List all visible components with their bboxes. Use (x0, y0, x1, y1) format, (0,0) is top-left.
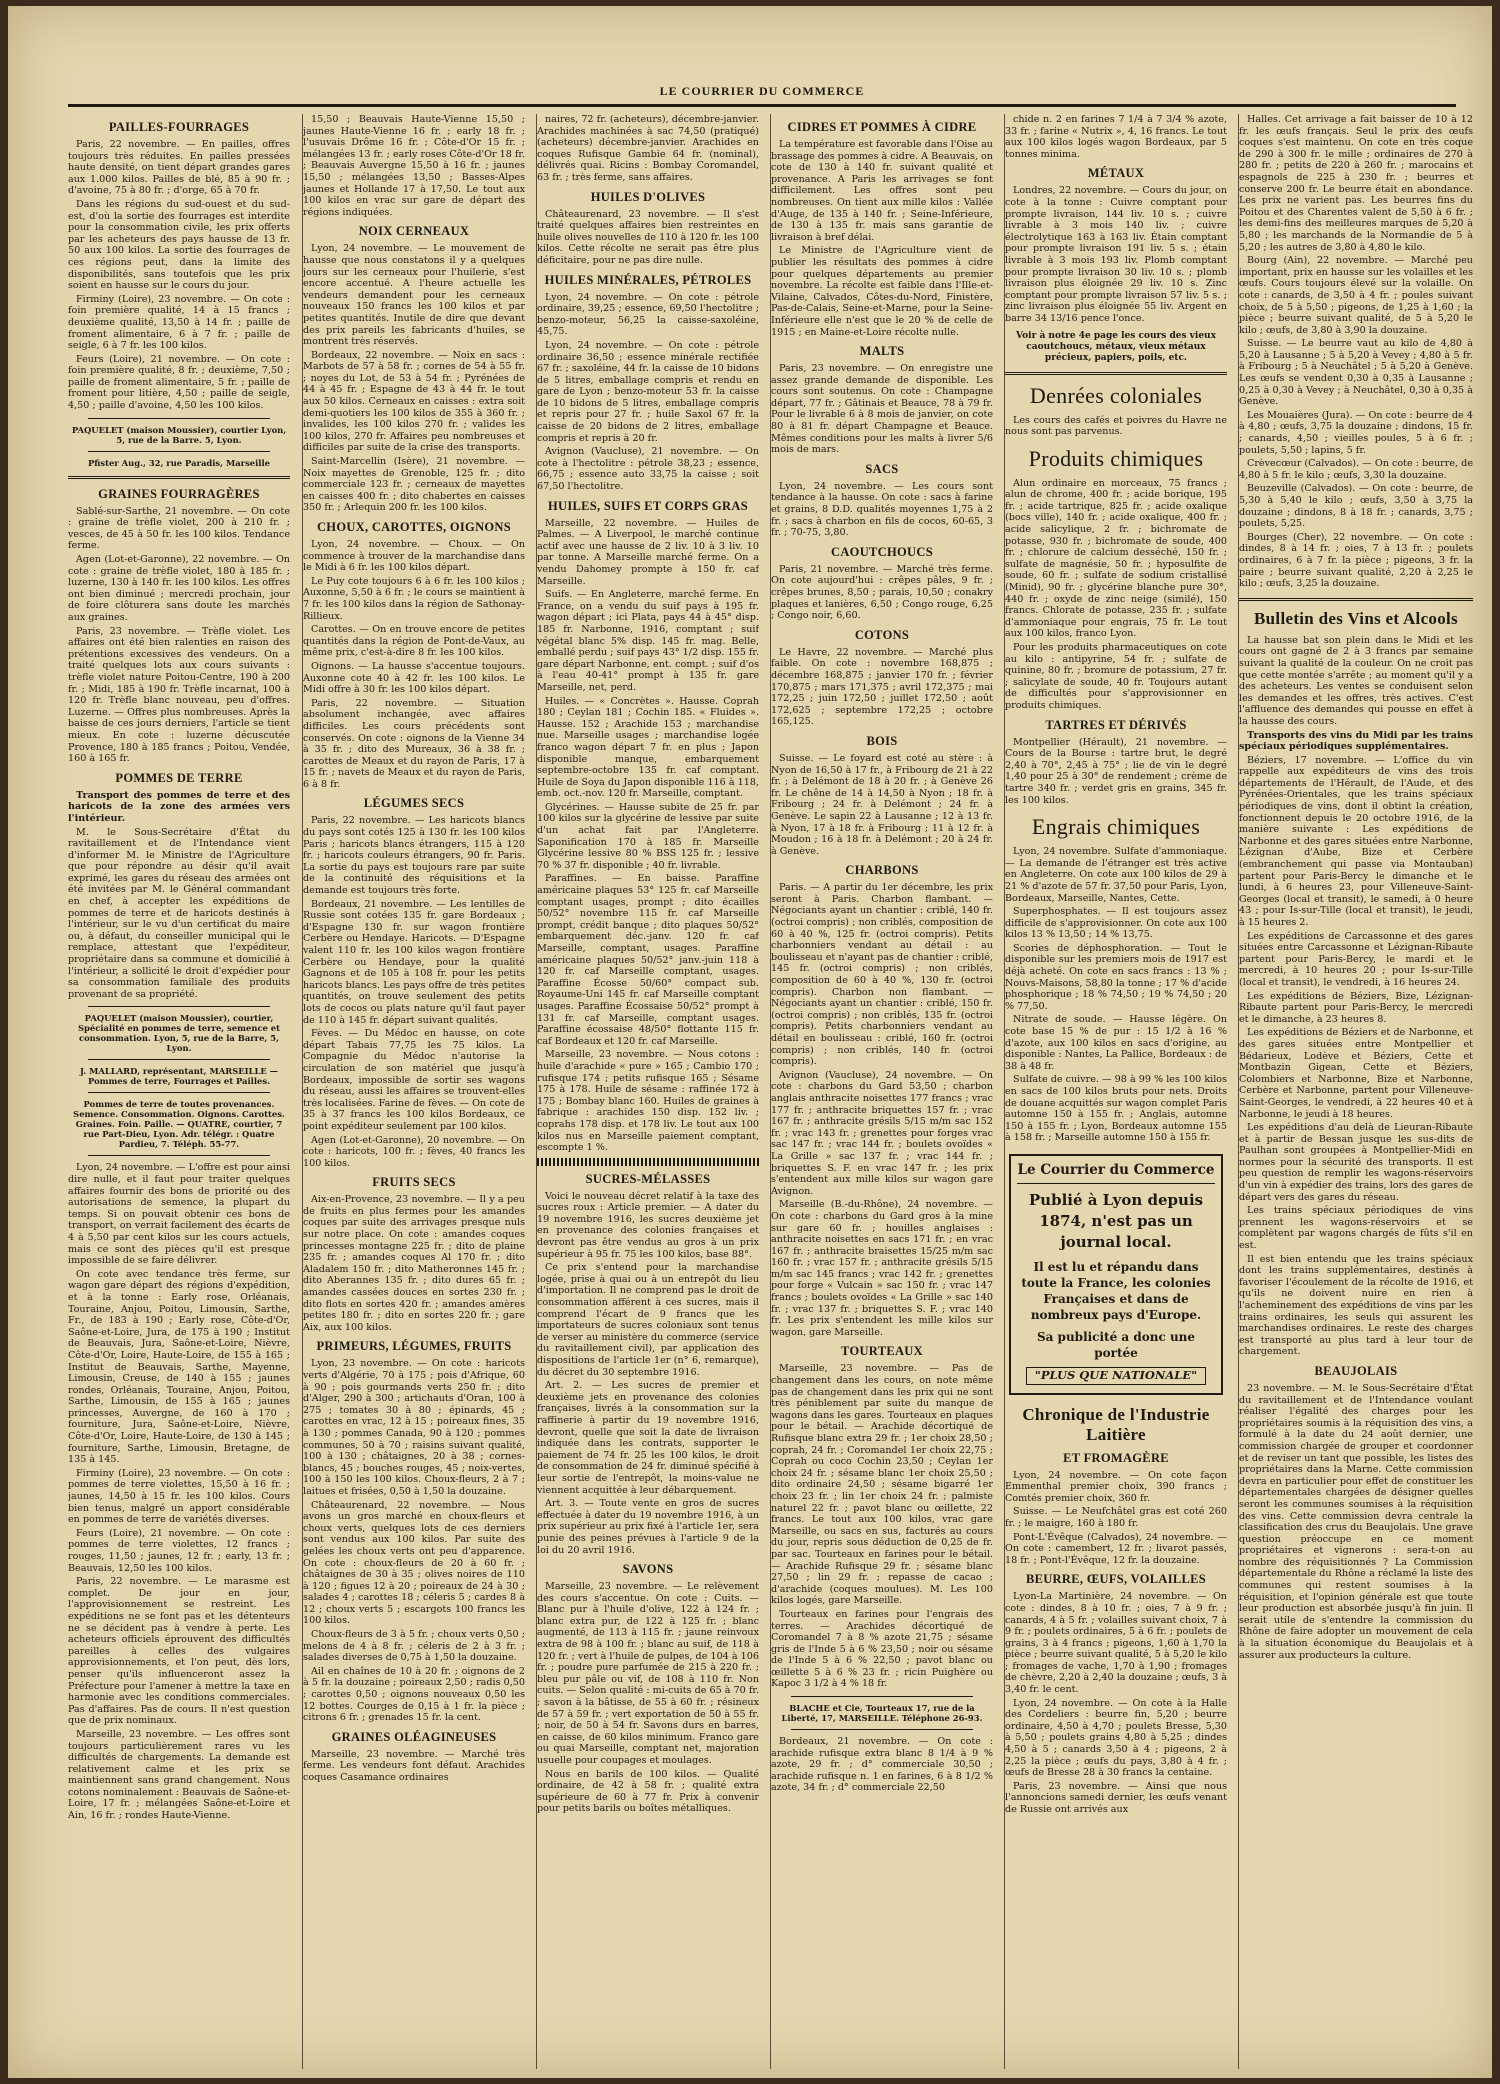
article-paragraph: Aix-en-Provence, 23 novembre. — Il y a peu de fruits en plus fermes pour les amandes coques par suite des arrivages presque nuls sur notre place. On cote : amandes coques princesses montagne 225 fr. ; dito de plaine 235 fr. ; amandes coques Al 170 fr. ; dito Aladalem 150 fr. ; dito Matheronnes 145 fr. ; dito Aberannes 135 fr. ; dito dures 65 fr. ; amandes cassées douces en sortes 230 fr. ; dito flots en sortes 420 fr. ; amandes amères petites 180 fr. ; dito en sortes 220 fr. ; gare Aix, aux 100 kilos. (303, 1194, 525, 1333)
section-heading: HUILES MINÉRALES, PÉTROLES (544, 272, 752, 287)
article-paragraph: Avignon (Vaucluse), 21 novembre. — On cote à l'hectolitre : pétrole 38,23 ; essence, 66,75 ; essence auto 33,75 la caisse ; soit 67,50 l'hectolitre. (537, 446, 759, 493)
article-paragraph: Alun ordinaire en morceaux, 75 francs ; alun de chrome, 400 fr. ; acide borique, 195 fr. ; acide tartrique, 825 fr. ; acide oxalique (bocs ville), 140 fr. ; acide oxalique, 400 fr. ; acide salicylique, 2 fr. ; bichromate de potasse, 930 fr. ; bichromate de soude, 400 fr. ; chlorure de calcium desséché, 150 fr. ; sulfate de magnésie, 50 fr. ; hyposulfite de soude, 60 fr. ; sulfate de sodium cristallisé (Minid), 90 fr. ; glycérine blanche pure 30°, 440 fr. ; oxyde de zinc neige (similé), 150 francs. Chlorate de potasse, 235 fr. ; sulfate d'ammoniaque pour engrais, 75 fr. Le tout aux 100 kilos, franco Lyon. (1005, 477, 1227, 640)
section-heading: FRUITS SECS (372, 1175, 456, 1190)
box-text: Publié à Lyon depuis 1874, n'est pas un journal local. (1028, 1190, 1204, 1251)
section-heading: Produits chimiques (1028, 445, 1204, 471)
article-paragraph: Sablé-sur-Sarthe, 21 novembre. — On cote : graine de trèfle violet, 200 à 210 fr. ; vesces, de 45 à 50 fr. les 100 kilos. Tendance ferme. (68, 505, 290, 552)
section-heading: HUILES, SUIFS ET CORPS GRAS (548, 498, 748, 513)
article-paragraph: Marseille, 23 novembre. — Les offres sont toujours particulièrement rares vu les difficultés de chargements. La demande est relativement calme et les prix se maintiennent sans grand changement. Nous cotons nominalement : Beauvais de Saône-et-Loire, 17 fr. ; mélangées Saône-et-Loire et Ain, 16 fr. ; rondes Haute-Vienne. (68, 1728, 290, 1822)
article-paragraph: Beuzeville (Calvados). — On cote : beurre, de 5,30 à 5,40 le kilo ; œufs, 3,50 à 3,75 la douzaine ; dindons, 8 à 18 fr. ; canards, 3,75 ; poulets, 5,25. (1239, 483, 1473, 530)
article-paragraph: Lyon, 24 novembre. — L'offre est pour ainsi dire nulle, et il faut pour traiter quelques affaires fournir des bons de priorité ou des autorisations de semence, la plupart du temps. Si on pouvait obtenir ces bons de transport, on verrait facilement des écarts de 4 à 5,50 par cent kilos sur les cours actuels, mais ce sont des pièces qu'il est presque impossible de se faire délivrer. (68, 1162, 290, 1267)
article-paragraph: Firminy (Loire), 23 novembre. — On cote : foin première qualité, 14 à 15 francs ; deuxième qualité, 13,50 à 14 fr. ; paille de froment alimentaire, 6 à 7 fr. ; paille de seigle, 6 à 7 fr. les 100 kilos. (68, 293, 290, 352)
article-paragraph: Marseille (B.-du-Rhône), 24 novembre. — On cote : charbons du Gard gros à la mine sur gare 60 fr. ; houilles anglaises : anthracite noisettes en sacs 171 fr. ; en vrac 167 fr. ; anthracite braisettes 15/25 m/m sac 160 fr. ; vrac 157 fr. ; anthracite grésils 5/15 m/m sac 145 francs ; vrac 142 fr. ; grenettes pour forge « Vulcain » sac 150 fr. ; vrac 147 francs ; boulets ovoïdes « La Grille » sac 140 fr. ; vrac 137 fr. ; briquettes S. F. ; vrac 140 fr. Les prix s'entendent les mille kilos sur wagon, gare Marseille. (771, 1199, 993, 1338)
article-paragraph: Le Puy cote toujours 6 à 6 fr. les 100 kilos ; Auxonne, 5,50 à 6 fr. ; le cours se maintient à 7 fr. les 100 kilos dans la région de Sathonay-Rillieux. (303, 575, 525, 622)
advertisement: PAQUELET (maison Moussier), courtier Lyon, 5, rue de la Barre. 5, Lyon. (71, 424, 287, 445)
column-3 (536, 114, 759, 2069)
divider (88, 1092, 270, 1093)
article-paragraph: Fèves. — Du Médoc en hausse, on cote départ Tabais 77,75 les 75 kilos. La Compagnie du Médoc n'autorise la circulation de son matériel que jusqu'à Bordeaux, impossible de sortir ses wagons du réseau, aussi les affaires se trouvent-elles très localisées. Farine de fèves. — On cote de 35 à 37 francs les 100 kilos Bordeaux, ce point expéditeur seulement par 100 kilos. (303, 1028, 525, 1132)
article-paragraph: Le Havre, 22 novembre. — Marché plus faible. On cote : novembre 168,875 ; décembre 168,875 ; janvier 170 fr. ; février 170,875 ; mars 171,375 ; avril 172,375 ; mai 172,25 ; juin 172,50 ; juillet 172,50 ; août 172,625 ; septembre 172,25 ; octobre 165,125. (771, 646, 993, 728)
article-paragraph: Transports des vins du Midi par les trains spéciaux périodiques supplémentaires. (1239, 729, 1473, 753)
article-paragraph: Béziers, 17 novembre. — L'office du vin rappelle aux expéditeurs de vins des trois départements de l'Hérault, de l'Aude, et des Pyrénées-Orientales, que les trains spéciaux périodiques de vins, dont il obtint la création, fonctionnent depuis le 20 octobre 1916, de la manière suivante : Les expéditions de Narbonne et des gares situées entre Narbonne, Lézignan d'Aube, Bize et Cerbère (embranchement qui passe via Montauban) partent pour Paris-Bercy le dimanche et le lundi, à 6 heures 23, pour Villeneuve-Saint-Georges (local et transit), le samedi, à 0 heure 43 ; pour Is-sur-Tille (local et transit), le jeudi, à 15 heures 2. (1239, 754, 1473, 928)
article-paragraph: Châteaurenard, 23 novembre. — Il s'est traité quelques affaires bien restreintes en huile olives nouvelles de 110 à 120 fr. les 100 kilos. Cette récolte ne serait pas être plus déficitaire, pour ne pas dire nulle. (537, 208, 759, 266)
article-paragraph: Paraffines. — En baisse. Paraffine américaine plaques 53° 125 fr. caf Marseille comptant usages, prompt ; dito écailles 50/52° novembre 115 fr. caf Marseille prompt, crédit banque ; dito plaques 50/52° embarquement déc.-janv. 120 fr. caf Marseille, comptant, usages. Paraffine américaine plaques 50/52° janv.-juin 118 à 120 fr. caf Marseille comptant, usages. Paraffine Écosse 50/60° compact sub. Royaume-Uni 145 fr. caf Marseille comptant usages. Paraffine Écossaise 50/52° prompt à 131 fr. caf Marseille, comptant usages. Paraffine écossaise 48/50° flottante 115 fr. caf Bordeaux et 120 fr. caf Marseille. (537, 873, 759, 1047)
article-paragraph: chide n. 2 en farines 7 1/4 à 7 3/4 % azote, 33 fr. ; farine « Nutrix », 4, 16 francs. Le tout aux 100 kilos logés wagon Bordeaux, par 5 tonnes minima. (1005, 114, 1227, 160)
article-paragraph: Marseille, 22 novembre. — Huiles de Palmes. — A Liverpool, le marché continue actif avec une hausse de 2 liv. 10 à 3 liv. 10 par tonne. A Marseille marché ferme. On a vendu Dahomey prompte à 150 fr. caf Marseille. (537, 517, 759, 587)
article-paragraph: Nous en barils de 100 kilos. — Qualité ordinaire, de 42 à 58 fr. ; qualité extra supérieure de 60 à 77 fr. Prix à convenir pour petits barils ou boîtes métalliques. (537, 1768, 759, 1815)
article-paragraph: Firminy (Loire), 23 novembre. — On cote : pommes de terre violettes, 15,50 à 16 fr. ; jaunes, 14,50 à 15 fr. les 100 kilos. Cours bien tenus, malgré un apport considérable en pommes de terre de variétés diverses. (68, 1467, 290, 1526)
divider (1005, 372, 1227, 375)
article-paragraph: La température est favorable dans l'Oise au brassage des pommes à cidre. A Beauvais, on cote de 130 à 140 fr. suivant qualité et provenance. A Paris les arrivages se font difficilement. Les offres sont peu nombreuses. On tient aux mille kilos : Vallée d'Auge, de 135 à 140 fr. ; Seine-Inférieure, de 130 à 135 fr. mais sans garantie de livraison à bref délai. (771, 139, 993, 243)
article-paragraph: Nitrate de soude. — Hausse légère. On cote base 15 % de pur : 15 1/2 à 16 % d'azote, aux 100 kilos en sacs d'origine, au disponible : Nantes, La Pallice, Bordeaux : de 38 à 48 fr. (1005, 1014, 1227, 1072)
article-paragraph: Scories de déphosphoration. — Tout le disponible sur les premiers mois de 1917 est déjà acheté. On cote en sacs francs : 13 % ; Nouvs-Maisons, 58,80 la tonne ; 17 % d'acide phosphorique ; 18 % 74,50 ; 19 % 74,50 ; 20 % 77,50. (1005, 942, 1227, 1012)
article-paragraph: Paris, 23 novembre. — Trèfle violet. Les affaires ont été bien ralenties en raison des prétentions excessives des vendeurs. On a traité quelques lots aux cours suivants : trèfle violet nature Poitou-Centre, 190 à 200 fr. ; Midi, 185 à 190 fr. Trèfle incarnat, 100 à 120 fr. Trèfle blanc nouveau, peu d'offres. Luzerne. — Offres plus nombreuses. Après la baisse de ces jours derniers, l'article se tient mieux. En cote : luzerne décuscutée Provence, 180 à 185 francs ; Poitou, Vendée, 160 à 165 fr. (68, 625, 290, 765)
article-paragraph: Marseille, 23 novembre. — Nous cotons : huile d'arachide « pure » 165 ; Cambio 170 ; rufisque 174 ; petits rufisque 165 ; Sésame 175 à 178. Huile de sésame : raffinée 172 à 175 ; Bombay blanc 160. Huiles de graines à fabrique : arachides 150 disp. 152 liv. ; coprahs 178 disp. et 178 liv. Le tout aux 100 kilos nus en Marseille paiement comptant, escompte 1 %. (537, 1049, 759, 1154)
article-paragraph: Lyon, 24 novembre. — On cote : pétrole ordinaire, 39,25 ; essence, 69,50 l'hectolitre ; benzo-moteur, 56,25 la caisse-saxoléine, 45,75. (537, 291, 759, 338)
article-paragraph: Agen (Lot-et-Garonne), 22 novembre. — On cote : graine de trèfle violet, 180 à 185 fr. ; luzerne, 130 à 140 fr. les 100 kilos. Les offres ont bien diminué ; mercredi prochain, jour de foire clôturera sans doute les marchés aux graines. (68, 554, 290, 623)
article-paragraph: Suisse. — Le Neufchâtel gras est coté 260 fr. ; le maigre, 160 à 180 fr. (1005, 1506, 1227, 1529)
article-paragraph: Avignon (Vaucluse), 24 novembre. — On cote : charbons du Gard 53,50 ; charbon anglais anthracite noisettes 177 francs ; vrac 177 fr. ; anthracite briquettes 157 fr. ; vrac 167 fr. ; anthracite grésils 5/15 m/m sac 152 fr. ; vrac 143 fr. ; grenettes pour forges vrac sac 147 fr. ; vrac 144 fr. ; boulets ovoïdes « La Grille » sac 137 fr. ; vrac 144 fr. ; briquettes S. F. en vrac 147 fr. ; les prix s'entendent aux mille kilos sur wagon gare Avignon. (771, 1069, 993, 1197)
divider (1239, 598, 1473, 601)
article-paragraph: Paris, 21 novembre. — Marché très ferme. On cote aujourd'hui : crêpes pâles, 9 fr. ; crêpes brunes, 8,50 ; parais, 10,50 ; conakry plaques et lanières, 6,50 ; Congo rouge, 6,25 ; Congo noir, 6,60. (771, 563, 993, 622)
advertisement: Pommes de terre de toutes provenances. Semence. Consommation. Oignons. Carottes. Graines. Foin. Paille. — QUATRE, courtier, 7 rue Part-Dieu, Lyon. Adr. télégr. : Quatre Pardieu, 7. Téléph. 55-77. (73, 1099, 285, 1150)
article-paragraph: Feurs (Loire), 21 novembre. — On cote : pommes de terre violettes, 12 francs ; rouges, 11,50 ; jaunes, 12 fr. ; early, 13 fr. ; Beauvais, 12,50 les 100 kilos. (68, 1527, 290, 1574)
article-paragraph: Paris, 22 novembre. — Le marasme est complet. De jour en jour, l'approvisionnement se restreint. Les expéditions ne se font pas et les détenteurs ne se décident pas à vendre à perte. Les acheteurs officiels éprouvent des difficultés pareilles à celles des vulgaires approvisionnements, et l'on peut, dès lors, penser qu'ils influenceront assez la Préfecture pour l'amener à mettre la taxe en harmonie avec les conditions commerciales. Pas d'affaires. Pas de cours. Il n'est question que de prix nominaux. (68, 1576, 290, 1727)
article-paragraph: Marseille, 23 novembre. — Marché très ferme. Les vendeurs font défaut. Arachides coques Casamance ordinaires (303, 1748, 525, 1783)
article-paragraph: Carottes. — On en trouve encore de petites quantités dans la région de Pont-de-Vaux, au même prix, c'est-à-dire 8 fr. les 100 kilos. (303, 624, 525, 659)
article-paragraph: La hausse bat son plein dans le Midi et les cours ont gagné de 2 à 3 francs par semaine suivant la qualité de la couleur. On ne croit pas que cette montée s'arrête ; au moment qu'il y a des acheteurs. Les ventes se conduisent selon les demandes et les offres, très actives. C'est l'affluence des demandes qui pousse en effet à la hausse des cours. (1239, 634, 1473, 727)
article-paragraph: Tourteaux en farines pour l'engrais des terres. — Arachides décortiqué de Coromandel 7 à 8 % azote 21,75 ; sésame gris de l'Inde 5 à 6 % 23,50 ; noir ou sésame de l'Inde 5 à 6 % 22,50 ; pavot blanc ou œillette 5 à 6 % 23 fr. ; ricin Puighère ou Kapoc 3 1/2 à 4 % 18 fr. (771, 1608, 993, 1690)
box-quote: "PLUS QUE NATIONALE" (1026, 1367, 1206, 1385)
section-heading: CAOUTCHOUCS (831, 544, 933, 559)
article-paragraph: Marseille, 23 novembre. — Pas de changement dans les cours, on note même pas de changement dans les prix qui ne sont très péniblement par suite du manque de wagons dans les gares. Tourteaux en plaques pour le bétail. — Arachide décortiqué de Rufisque blanc extra 29 fr. ; 1er choix 28,50 ; coprah, 24 fr. ; Coromandel 1er choix 22,75 ; Coprah ou coco Cochin 23,50 ; Ceylan 1er choix 24 fr. ; sésame blanc 1er choix 25,50 ; dito ordinaire 24,50 ; sésame bigarré 1er choix 23 fr. ; lin 1er choix 24 fr. ; palmiste naturel 22 fr. ; pavot blanc ou œillette, 22 francs. Le tout aux 100 kilos, vrac gare Marseille, ou sacs en sus, facturés au cours du jour, repris sous déduction de 0,25 de fr. par sac. Tourteaux en farines pour le bétail. — Arachide Rufisque 29 fr. ; sésame blanc 27,50 ; lin 29 fr. ; repasse de cacao ; d'arachide (coques moulues). M. Les 100 kilos logés, gare Marseille. (771, 1363, 993, 1607)
box-text: Sa publicité a donc une portée (1036, 1329, 1196, 1360)
section-heading: MALTS (859, 344, 905, 359)
article-paragraph: Lyon, 24 novembre. — Choux. — On commence à trouver de la marchandise dans le Midi à 6 fr. les 100 kilos départ. (303, 539, 525, 574)
article-paragraph: Lyon, 24 novembre. — On cote façon Emmenthal premier choix, 390 francs ; Comtés premier choix, 360 fr. (1005, 1469, 1227, 1504)
article-paragraph: Montpellier (Hérault), 21 novembre. — Cours de la Bourse : tartre brut, le degré 2,40 à 70°, 2,45 à 75° ; lie de vin le degré 1,40 pour 25 à 30° de rendement ; crème de tartre 340 fr. ; verdet gris en grains, 345 fr. les 100 kilos. (1005, 736, 1227, 806)
article-paragraph: Lyon, 24 novembre. — Le mouvement de hausse que nous constatons il y a quelques jours sur les cerneaux pour l'huilerie, s'est encore accentué. A l'heure actuelle les vendeurs demandent pour les cerneaux nouveaux 150 francs les 100 kilos et par petites quantités. Inutile de dire que devant des prix pareils les fabricants d'huiles, se montrent très réservés. (303, 243, 525, 348)
article-paragraph: Superphosphates. — Il est toujours assez difficile de s'approvisionner. On cote aux 100 kilos 13 % 13,50 ; 14 % 13,75. (1005, 906, 1227, 941)
section-heading: GRAINES OLÉAGINEUSES (331, 1729, 497, 1744)
article-paragraph: Il est bien entendu que les trains spéciaux dont les trains supplémentaires, destinés à favoriser l'écoulement de la récolte de 1916, et qu'ils ne doivent nuire en rien à l'acheminement des expéditions de vins par les trains ordinaires, les seuls qui assurent les marchandises ordinaires. Le reste des charges est transporté au plus tard à leur tour de chargement. (1239, 1253, 1473, 1358)
newspaper-page (8, 6, 1492, 2078)
section-heading: HUILES D'OLIVES (590, 189, 706, 204)
article-paragraph: Huiles. — « Concrètes ». Hausse. Coprah 180 ; Ceylan 181 ; Cochin 185. « Fluides ». Hausse. 152 ; Arachide 153 ; marchandise nue. Marseille usages ; marchandise logée franco wagon départ 7 fr. en plus ; Japon disponible manque, embarquement septembre-octobre 135 fr. caf comptant. Huile de Soya du Japon disponible 116 à 118, emb. oct.-nov. 120 fr. Marseille, comptant. (537, 695, 759, 800)
section-heading: LÉGUMES SECS (363, 796, 465, 811)
article-paragraph: Bourges (Cher), 22 novembre. — On cote : dindes, 8 à 14 fr. ; oies, 7 à 13 fr. ; poulets ordinaires, 6 à 7 fr. la pièce ; pigeons, 3 fr. la paire ; beurre suivant qualité, 2,20 à 2,25 le kilo ; œufs, 3,25 la douzaine. (1239, 531, 1473, 590)
article-paragraph: naires, 72 fr. (acheteurs), décembre-janvier. Arachides machinées à sac 74,50 (pratiqué) (acheteurs) décembre-janvier. Arachides en coques Rufisque Gambie 64 fr. (nominal), délivrés quai. Ricins : Bombay Coromandel, 63 fr. ; très ferme, sans affaires. (537, 114, 759, 183)
advertisement-box (1009, 1154, 1223, 1395)
section-heading: BEAUJOLAIS (1314, 1363, 1398, 1378)
article-paragraph: Suifs. — En Angleterre, marché ferme. En France, on a vendu du suif pays à 195 fr. wagon départ ; ici Plata, pays 44 à 45° disp. 185 fr. Narbonne, 1916, comptant ; suif végétal blanc 5% disp. 145 fr. mag. Belle, emballé perdu ; suif pays 43° 1/2 disp. 155 fr. gare départ Narbonne, ent. compt. ; suif d'os à l'eau 40-41° prompt à 135 fr. gare Marseille, net, perd. (537, 589, 759, 693)
section-heading: NOIX CERNEAUX (358, 224, 470, 239)
article-paragraph: 15,50 ; Beauvais Haute-Vienne 15,50 ; jaunes Haute-Vienne 16 fr. ; early 18 fr. ; l'usuvais Drôme 16 fr. ; Côte-d'Or 15 fr. ; mélangées 13 fr. ; early roses Côte-d'Or 18 fr. ; Beauvais Auvergne 15,50 à 16 fr. ; jaunes 15,50 ; mélangées 13,50 ; Basses-Alpes jaunes et Hollande 17 à 17,50. Le tout aux 100 kilos en vrac sur gare de départ des régions indiquées. (303, 114, 525, 218)
divider (88, 1059, 270, 1060)
article-paragraph: Bordeaux, 21 novembre. — On cote : arachide rufisque extra blanc 8 1/4 à 9 % azote, 29 fr. ; d° commerciale 30,50 ; arachide rufisque n. 1 en farines, 6 à 8 1/2 % azote, 34 fr. ; d° commerciale 22,50 (771, 1736, 993, 1794)
divider (88, 1006, 270, 1007)
section-heading: TOURTEAUX (841, 1344, 923, 1359)
article-paragraph: Crèvecœur (Calvados). — On cote : beurre, de 4,80 à 5 fr. le kilo ; œufs, 3,30 la douzaine. (1239, 458, 1473, 481)
article-paragraph: Bordeaux, 21 novembre. — Les lentilles de Russie sont cotées 135 fr. gare Bordeaux ; d'Espagne 130 fr. sur wagon frontière Cerbère ou Hendaye. Haricots. — D'Espagne valent 110 fr. les 100 kilos wagon frontière Cerbère ou Hendaye, pour la qualité Gagnons et de 105 à 108 fr. pour les petits haricots blancs. Les pays offre de très petites quantités, on trouve seulement des petits lots de cocos ou plats nature qu'il faut payer de 110 à 145 fr. départ suivant qualités. (303, 898, 525, 1026)
article-paragraph: Bordeaux, 22 novembre. — Noix en sacs : Marbots de 57 à 58 fr. ; cornes de 54 à 55 fr. ; noyes du Lot, de 53 à 54 fr. ; Pyrénées de 44 à 45 fr. ; Espagne de 43 à 44 fr. le tout aux 50 kilos. Cerneaux en caisses : extra soit demi-quotiers les 100 kilos de 355 à 360 fr. ; invalides, les 100 kilos 270 fr. ; valides les 100 kilos, 270 fr. Affaires peu nombreuses et difficiles par suite de la crise des transports. (303, 349, 525, 454)
section-heading: COTONS (854, 627, 910, 642)
article-paragraph: Pour les produits pharmaceutiques on cote au kilo : antipyrine, 54 fr. ; sulfate de quinine, 80 fr. ; bromure de potassium, 27 fr. ; salicylate de soude, 40 fr. Toujours autant de difficultés pour s'approvisionner en produits chimiques. (1005, 642, 1227, 711)
section-heading: SAVONS (622, 1562, 674, 1577)
article-paragraph: Choux-fleurs de 3 à 5 fr. ; choux verts 0,50 ; melons de 4 à 8 fr. ; céleris de 2 à 3 fr. ; salades diverses de 0,75 à 1,50 la douzaine. (303, 1629, 525, 1664)
article-paragraph: Les expéditions de Béziers et de Narbonne, et des gares situées entre Montpellier et Bédarieux, Lodève et Béziers, Cette et Montbazin Gigean, Cette et Béziers, Colombiers et Narbonne, Bize et Narbonne, Cerbère et Narbonne, partent pour Villeneuve-Saint-Georges, le vendredi, à 22 heures 40 et à Narbonne, le jeudi à 18 heures. (1239, 1027, 1473, 1120)
section-heading: PRIMEURS, LÉGUMES, FRUITS (316, 1339, 512, 1354)
article-paragraph: Les expéditions de Carcassonne et des gares situées entre Carcassonne et Lézignan-Ribaute partent pour Paris-Bercy, le mardi et le mercredi, à 10 heures 20 ; pour Is-sur-Tille (local et transit), le vendredi, à 16 heures 24. (1239, 930, 1473, 988)
box-title: Le Courrier du Commerce (1017, 1162, 1215, 1184)
article-paragraph: Halles. Cet arrivage a fait baisser de 10 à 12 fr. les œufs français. Seul le prix des œufs coques s'est maintenu. On cote en très coque de 290 à 300 fr. le mille ; ordinaires de 270 à 280 fr. ; petits de 220 à 260 fr. ; marocains et espagnols de 225 à 230 fr. ; beurres et conserve 200 fr. Le beurre était en abondance. Les prix ne varient pas. Les beurres fins du Poitou et des Charentes valent de 5,50 à 6 fr. ; les demi-fins des meilleures marques de 5,20 à 5,80 ; les marchands de la Normandie de 5 à 5,20 ; les autres de 3,80 à 4,80 le kilo. (1239, 114, 1473, 253)
article-paragraph: Voici le nouveau décret relatif à la taxe des sucres roux : Article premier. — A dater du 19 novembre 1916, les sucres deuxième jet en provenance des colonies françaises et devront pas être vendus au gros à un prix supérieur à 95 fr. 75 les 100 kilos, base 88°. (537, 1190, 759, 1260)
article-paragraph: Paris. — A partir du 1er décembre, les prix seront à Paris. Charbon flambant. — Négociants ayant un chantier : criblé, 140 fr. (octroi compris) ; non criblés, composition de 60 à 40 %, 125 fr. (octroi compris). Petits charbonniers vendant au détail : au boulisseau et n'ayant pas de chantier : criblé, 145 fr. (octroi compris) ; non criblés, composition de 60 à 40 %, 130 fr. (octroi compris). Charbon non flambant. — Négociants ayant un chantier : criblé, 150 fr. (octroi compris) ; non criblés, 135 fr. (octroi compris). Petits charbonniers vendant au détail en boulisseau : criblé, 160 fr. (octroi compris) ; non criblés, 140 fr. (octroi compris). (771, 882, 993, 1068)
article-paragraph: M. le Sous-Secrétaire d'État du ravitaillement et de l'Intendance vient d'informer M. le Ministre de l'Agriculture que pour répondre au désir qu'il avait exprimé, les gares du réseau des armées ont été invitées par M. le Général commandant en chef, à accepter les expéditions de pommes de terre et de haricots destinés à l'intérieur, sur le vu d'un certificat du maire ou, à défaut, du conseiller municipal qui le remplace, attestant que l'expéditeur, propriétaire dans sa commune et domicilié à l'intérieur, a sollicité le droit d'expédier pour sa consommation familiale des produits provenant de sa propriété. (68, 826, 290, 1000)
article-paragraph: Paris, 22 novembre. — Les haricots blancs du pays sont cotés 125 à 130 fr. les 100 kilos Paris ; haricots blancs étrangers, 115 à 120 fr. ; haricots couleurs étrangers, 90 fr. Paris. La sortie du pays est toujours rare par suite de la continuité des réquisitions et la demande est toujours très forte. (303, 815, 525, 897)
article-paragraph: Suisse. — Le foyard est coté au stère : à Nyon de 16,50 à 17 fr., à Fribourg de 21 à 22 fr. ; à Delémont de 18 à 20 fr. ; à Genève 26 fr. Le chêne de 14 à 14,50 à Nyon ; 18 fr. à Fribourg ; 24 fr. à Delémont ; 24 fr. à Genève. Le sapin 22 à Lausanne ; 12 à 13 fr. à Nyon, 17 à 18 fr. à Fribourg ; 11 à 12 fr. à Moudon ; 16 à 18 fr. à Delémont ; 20 à 24 fr. à Genève. (771, 752, 993, 857)
advertisement: J. MALLARD, représentant, MARSEILLE — Pommes de terre, Fourrages et Pailles. (79, 1066, 279, 1087)
column-4 (770, 114, 993, 2069)
article-paragraph: Lyon, 24 novembre. — Les cours sont tendance à la hausse. On cote : sacs à farine et grains, 8 D.D. qualités moyennes 1,75 à 2 fr. ; sacs à charbon en fils de cocos, 60-65, 3 fr. ; 70-75, 3,80. (771, 480, 993, 539)
article-paragraph: Ce prix s'entend pour la marchandise logée, prise à quai ou à un entrepôt du lieu d'importation. Il ne comprend pas le droit de consommation afférent à ces sucres, mais il comprend l'écart de 9 francs que les importateurs de sucres coloniaux sont tenus de verser au ministère du commerce (service du ravitaillement civil), par application des dispositions de l'article 1er (n° 6, remarque), du décret du 30 septembre 1916. (537, 1262, 759, 1378)
advertisement: PAQUELET (maison Moussier), courtier, Spécialité en pommes de terre, semence et consommation. Lyon, 5, rue de la Barre, 5, Lyon. (77, 1013, 281, 1054)
article-paragraph: Marseille, 23 novembre. — Le relèvement des cours s'accentue. On cote : Cuits. — Blanc pur à l'huile d'olive, 122 à 124 fr. ; blanc extra pur, de 122 à 125 fr. ; blanc augmenté, de 113 à 115 fr. ; jaune reinvoux extra de 98 à 100 fr. ; blanc au suif, de 118 à 120 fr. ; vert à l'huile de pulpes, de 104 à 106 fr. ; poudre pure parfumée de 215 à 220 fr. ; bleu pur pâle ou vif, de 108 à 110 fr. Non cuits. — Selon qualité : mi-cuits de 65 à 70 fr. ; savon à la bâtisse, de 55 à 60 fr. ; résineux de 57 à 59 fr. ; vert exportation de 50 à 55 fr. ; noir, de 50 à 54 fr. Savons durs en barres, en caisse, de 60 kilos minimum. Franco gare ou quai Marseille, comptant net, majoration usuelle pour coupages et moulages. (537, 1581, 759, 1766)
column-2 (302, 114, 525, 2069)
notice: Voir à notre 4e page les cours des vieux caoutchoucs, métaux, vieux métaux précieux, papiers, poils, etc. (1016, 330, 1216, 363)
section-heading: PAILLES-FOURRAGES (108, 120, 250, 134)
section-heading: Bulletin des Vins et Alcools (1254, 608, 1458, 628)
article-paragraph: Les cours des cafés et poivres du Havre ne nous sont pas parvenus. (1005, 414, 1227, 438)
article-paragraph: Sulfate de cuivre. — 98 à 99 % les 100 kilos en sacs de 100 kilos bruts pour nets. Droits de douane acquittés sur wagon complet Paris automne 150 à 155 fr. ; Anglais, automne 150 à 155 fr. ; Lyon, Bordeaux automne 155 à 158 fr. ; Marseille automne 150 à 155 fr. (1005, 1074, 1227, 1144)
divider (88, 418, 270, 419)
section-heading: TARTRES ET DÉRIVÉS (1045, 717, 1187, 732)
section-heading: Engrais chimiques (1031, 814, 1201, 840)
article-paragraph: Glycérines. — Hausse subite de 25 fr. par 100 kilos sur la glycérine de lessive par suite d'un achat fait par l'Angleterre. Saponification 170 à 185 fr. Marseille Glycérine lessive 80 % BSS 125 fr. ; lessive 70 % 37 fr. disponible ; 40 fr. livrable. (537, 801, 759, 871)
section-heading: BOIS (866, 733, 898, 748)
divider (68, 476, 290, 479)
article-paragraph: Pont-L'Évêque (Calvados), 24 novembre. — On cote : camembert, 12 fr. ; livarot passés, 18 fr. ; Pont-l'Évêque, 12 fr. la douzaine. (1005, 1531, 1227, 1566)
divider (791, 1729, 973, 1730)
column-5 (1004, 114, 1227, 2069)
advertisement: BLACHE et Cie, Tourteaux 17, rue de la Liberté, 17, MARSEILLE. Téléphone 26-93. (781, 1703, 983, 1724)
page-header (68, 76, 1456, 107)
article-paragraph: Oignons. — La hausse s'accentue toujours. Auxonne cote 40 à 42 fr. les 100 kilos. Le Midi offre à 30 fr. les 100 kilos départ. (303, 660, 525, 696)
article-paragraph: Lyon-La Martinière, 24 novembre. — On cote : dindes, 8 à 10 fr. ; oies, 7 à 9 fr. ; canards, 4 à 5 fr. ; volailles suivant choix, 7 à 9 fr. ; poulets ordinaires, 5 à 6 fr. ; poulets de grains, 3 à 4 francs ; pigeons, 1,60 à 1,70 la pièce ; beurre suivant qualité, 5 à 5,20 le kilo ; fromages de vache, 1,70 à 1,90 ; fromages de chèvre, 2,20 à 2,40 la douzaine ; œufs, 3 à 3,40 fr. le cent. (1005, 1591, 1227, 1696)
section-heading: Chronique de l'Industrie Laitière (1022, 1404, 1210, 1444)
article-paragraph: Les expéditions de Béziers, Bize, Lézignan-Ribaute partent pour Paris-Bercy, le mercredi et le dimanche, à 23 heures 8. (1239, 990, 1473, 1025)
divider (791, 1696, 973, 1697)
article-paragraph: Transport des pommes de terre et des haricots de la zone des armées vers l'intérieur. (68, 789, 290, 824)
newspaper-title: LE COURRIER DU COMMERCE (659, 84, 865, 98)
column-6 (1238, 114, 1473, 2069)
article-paragraph: Paris, 22 novembre. — En pailles, offres toujours très réduites. En pailles pressées haute densité, on tient départ grandes gares aux 1.000 kilos. Pailles de blé, 85 à 90 fr. ; d'avoine, 75 à 80 fr. ; d'orge, 65 à 70 fr. (68, 139, 290, 197)
article-paragraph: Bourg (Ain), 22 novembre. — Marché peu important, prix en hausse sur les volailles et les œufs. Cours toujours élevé sur la volaille. On cote : canards, de 3,50 à 4 fr. ; poules suivant choix, de 5 à 5,50 ; pigeons, de 1,25 à 1,60 ; la pièce ; beurre suivant qualité, de 5 à 5,20 le kilo ; œufs, de 3,80 à 3,90 la douzaine. (1239, 255, 1473, 336)
article-paragraph: Feurs (Loire), 21 novembre. — On cote : foin première qualité, 8 fr. ; deuxième, 7,50 ; paille de froment alimentaire, 5 fr. ; paille de froment pour litière, 4,50 ; paille de seigle, 4,50 ; paille d'avoine, 4,50 les 100 kilos. (68, 353, 290, 412)
article-paragraph: Châteaurenard, 22 novembre. — Nous avons un gros marché en choux-fleurs et choux verts, quelques lots de ces derniers sont vendus aux 100 kilos. Par suite des gelées les choux verts ont peu d'apparence. On cote : choux-fleurs de 20 à 60 fr. ; châtaignes de 30 à 35 ; olives noires de 110 à 120 ; figues 12 à 20 ; poireaux de 24 à 30 ; salades 4 ; carottes 18 ; céleris 5 ; cardes 8 à 12 ; choux verts 5 ; escargots 100 francs les 100 kilos. (303, 1499, 525, 1627)
section-heading: CHARBONS (845, 863, 919, 878)
article-paragraph: Lyon, 24 novembre. — On cote : pétrole ordinaire 36,50 ; essence minérale rectifiée 67 fr. ; saxoléine, 44 fr. la caisse de 10 bidons de 5 litres, emballage compris et rendu en gare de Lyon ; benzo-moteur 53 fr. la caisse de 10 bidons de 5 litres, emballage compris et repris pour 27 fr. ; huile Saxol 67 fr. la caisse de 20 bidons de 2 litres, emballage compris et repris à 20 fr. (537, 339, 759, 444)
section-heading: CIDRES ET POMMES À CIDRE (787, 120, 977, 134)
article-paragraph: Dans les régions du sud-ouest et du sud-est, d'où la sortie des fourrages est interdite pour la consommation civile, les prix offerts par les acheteurs des pays hausse de 13 fr. 50 aux 100 kilos. La sortie des fourrages de ces régions peut, dans la limite des disponibilités, sans toutefois que les prix soient en hausse sur le cours du jour. (68, 198, 290, 292)
divider (88, 451, 270, 452)
article-paragraph: Suisse. — Le beurre vaut au kilo de 4,80 à 5,20 à Lausanne ; 5 à 5,20 à Vevey ; 4,80 à 5 fr. à Fribourg ; 5 à Neuchâtel ; 5 à 5,20 à Genève. Les œufs se vendent 0,30 à 0,35 à Lausanne ; 0,25 à 0,30 à Vevey ; à Neuchâtel, 0,30 à 0,35 à Genève. (1239, 338, 1473, 408)
divider (537, 1158, 759, 1166)
article-paragraph: Art. 2. — Les sucres de premier et deuxième jets en provenance des colonies françaises, livrés à la consommation sur la raffinerie à partir du 19 novembre 1916, devront, quelle que soit la date de livraison indiquée dans les contrats, supporter le paiement de 74 fr. 25 les 100 kilos, le droit de consommation de 24 fr. diminué spécifié à leur sortie de l'entrepôt, la moins-value ne viennent acquittée à leur débarquement. (537, 1380, 759, 1496)
column-1 (68, 114, 290, 2069)
columns (68, 114, 1472, 2069)
article-paragraph: Paris, 22 novembre. — Situation absolument inchangée, avec affaires difficiles. Les cours précédents sont conservés. On cote : oignons de la Vienne 34 à 35 fr. ; dito des Mureaux, 36 à 38 fr. ; carottes de Meaux et du rayon de Paris, 17 à 15 fr. ; navets de Meaux et du rayon de Paris, 6 à 8 fr. (303, 697, 525, 790)
article-paragraph: Lyon, 23 novembre. — On cote : haricots verts d'Algérie, 70 à 175 ; pois d'Afrique, 60 à 90 ; pois gourmands verts 250 fr. ; dito d'Alger, 290 à 300 ; artichauts d'Oran, 100 à 275 ; tomates 30 à 80 ; épinards, 45 ; carottes en vrac, 12 à 15 ; poireaux fines, 35 à 130 ; pommes Canada, 90 à 120 ; pommes communes, 50 à 70 ; raisins suivant qualité, 100 à 130 ; châtaignes, 20 à 38 ; cornes-blancs, 45 ; bouches rouges, 45 ; noix-vertes, 100 à 150 les 100 kilos. Choux-fleurs, 2 à 7 ; laitues et frisées, 0,50 à 1,50 la douzaine. (303, 1358, 525, 1497)
section-heading: SUCRES-MÉLASSES (585, 1171, 711, 1186)
article-paragraph: Paris, 23 novembre. — On enregistre une assez grande demande de disponible. Les cours sont soutenus. On cote : Champagne départ, 77 fr. ; Gâtinais et Beauce, 78 à 79 fr. Pour le livrable 6 à 8 mois de janvier, on cote 80 à 81 fr. départ Champagne et Beauce. Mêmes conditions pour les malts à livrer 5/6 mois de mars. (771, 363, 993, 456)
article-paragraph: Ail en chaînes de 10 à 20 fr. ; oignons de 2 à 5 fr. la douzaine ; poireaux 2,50 ; radis 0,50 ; carottes 0,50 ; oignons nouveaux 0,50 les 12 bottes. Courges de 0,15 à 1 fr. la pièce ; citrons 6 fr. ; grenades 15 fr. la cent. (303, 1665, 525, 1724)
article-paragraph: On cote avec tendance très ferme, sur wagon gare départ des régions d'expédition, et à la tonne : Early rose, Orléanais, Touraine, Anjou, Poitou, Limousin, Sarthe, Fr., de 183 à 190 ; Early rose, Côte-d'Or, Saône-et-Loire, Jura, de 175 à 190 ; Institut de Beauvais, Jura, Saône-et-Loire, Nièvre, Côte-d'Or, Loire, Haute-Loire, de 155 à 165 ; Institut de Beauvais, Sarthe, Mayenne, Limousin, Creuse, de 140 à 155 ; jaunes rondes, Orléanais, Touraine, Anjou, Poitou, Sarthe, Limousin, de 155 à 165 ; jaunes princesses, Auvergne, de 160 à 170 ; fourniture, Jura, Saône-et-Loire, Nièvre, Côte-d'Or, Loire, Haute-Loire, de 130 à 145 ; fourniture, Sarthe, Limousin, Bretagne, de 135 à 145. (68, 1268, 290, 1466)
article-paragraph: Le Ministre de l'Agriculture vient de publier les résultats des pommes à cidre pour quelques départements au premier novembre. La récolte est faible dans l'Ille-et-Vilaine, Calvados, Côtes-du-Nord, Finistère, Pas-de-Calais, Seine-et-Marne, pour la Seine-Inférieure elle n'est que le 20 % de celle de 1915 ; en Maine-et-Loire récolte nulle. (771, 245, 993, 338)
box-text: Il est lu et répandu dans toute la France, les colonies Françaises et dans de nombreux pays d'Europe. (1021, 1259, 1211, 1322)
article-paragraph: Londres, 22 novembre. — Cours du jour, on cote à la tonne : Cuivre comptant pour prompte livraison, 144 liv. 10 s. ; cuivre livrable à 3 mois 140 liv. ; cuivre électrolytique 163 à 163 liv. Étain comptant pour prompte livraison 191 liv. 5 s. ; étain livrable à 3 mois 193 liv. Plomb comptant pour prompte livraison 30 liv. 10 s. ; plomb livraison plus éloignée 29 liv. 10 s. Zinc comptant pour prompte livraison 57 liv. 5 s. ; zinc livraison plus éloignée 55 liv. Argent en barre 34 13/16 pence l'once. (1005, 185, 1227, 324)
article-paragraph: Saint-Marcellin (Isère), 21 novembre. — Noix mayettes de Grenoble, 125 fr. ; dito commerciale 123 fr. ; cerneaux de mayettes en caisses 400 fr. ; dito chabertes en caisses 350 fr. ; Arlequin 200 fr. les 100 kilos. (303, 456, 525, 514)
section-heading: Denrées coloniales (1029, 382, 1203, 408)
section-heading: SACS (865, 461, 899, 476)
divider (88, 1155, 270, 1156)
section-heading: CHOUX, CAROTTES, OIGNONS (316, 520, 512, 534)
article-paragraph: Lyon, 24 novembre. — On cote à la Halle des Cordeliers : beurre fin, 5,20 ; beurre ordinaire, 4,50 à 4,70 ; poulets Bresse, 5,30 à 5,50 ; poulets grains 4,80 à 5,25 ; dindes 4,50 à 5 ; canards 3,50 à 4 ; pigeons, 2 à 2,25 la pièce ; œufs du pays, 3,80 à 4 fr. ; œufs de Bresse 28 à 30 francs la centaine. (1005, 1697, 1227, 1779)
section-heading: GRAINES FOURRAGÈRES (98, 486, 260, 501)
article-paragraph: Paris, 23 novembre. — Ainsi que nous l'annoncions samedi dernier, les œufs venant de Russie ont arrivés aux (1005, 1780, 1227, 1815)
article-paragraph: Les trains spéciaux périodiques de vins prennent les wagons-réservoirs et se complètent par wagons chargés de fûts s'il en est. (1239, 1205, 1473, 1252)
article-paragraph: Les expéditions d'au delà de Lieuran-Ribaute et à partir de Bessan jusque les sus-dits de Paulhan sont groupées à Montpellier-Midi en normes pour la sécurité des transports. Il est peu question de remplir les wagons-réservoirs d'un vin à expédier des trains, lors des gares de départ vers des gares du réseau. (1239, 1122, 1473, 1203)
section-heading: MÉTAUX (1087, 166, 1145, 181)
section-heading: POMMES DE TERRE (115, 770, 243, 785)
section-heading: BEURRE, ŒUFS, VOLAILLES (1025, 1572, 1207, 1587)
article-paragraph: Art. 3. — Toute vente en gros de sucres effectuée à dater du 19 novembre 1916, à un prix supérieur au prix fixé à l'article 1er, sera punie des peines prévues à l'article 9 de la loi du 20 avril 1916. (537, 1498, 759, 1556)
article-paragraph: 23 novembre. — M. le Sous-Secrétaire d'État du ravitaillement et de l'Intendance voulant réaliser l'égalité des charges pour les propriétaires soumis à la réquisition des vins, a formulé à la date du 24 août dernier, une commission chargée de grouper et coordonner et de reviser un tant que possible, les listes des propriétaires dans la Marne. Cette commission devra en particulier pour effet de constituer les départementales chargées de désigner quelles seront les communes soumises à la réquisition des vins. Cette commission devra centrale la classification des crus du Beaujolais. Une grave question préoccupe en ce moment propriétaires et vignerons : sera-t-on au nombre des réquisitionnés ? La Commission départementale du Rhône a réclamé la liste des communes qui restent soumises à la réquisition, et l'opinion générale est que toute leur production est absorbée jusqu'à fin juin. Il serait utile de s'entendre la commission du Rhône de faire adopter un mouvement de cela à la situation économique du Beaujolais et à assurer aux producteurs la culture. (1239, 1382, 1473, 1661)
advertisement: Pfister Aug., 32, rue Paradis, Marseille (88, 457, 270, 468)
article-paragraph: Agen (Lot-et-Garonne), 20 novembre. — On cote : haricots, 100 fr. ; fèves, 40 francs les 100 kilos. (303, 1134, 525, 1169)
article-paragraph: Lyon, 24 novembre. Sulfate d'ammoniaque. — La demande de l'étranger est très active en Angleterre. On cote aux 100 kilos de 29 à 21 % d'azote de 57 fr. 37,50 pour Paris, Lyon, Bordeaux, Marseille, Nantes, Cette. (1005, 846, 1227, 904)
article-paragraph: Les Mouaières (Jura). — On cote : beurre de 4 à 4,80 ; œufs, 3,75 la douzaine ; dindons, 15 fr. ; canards, 4,50 ; vieilles poules, 5 à 6 fr. ; poulets, 5,50 ; lapins, 5 fr. (1239, 409, 1473, 456)
section-subheading: ET FROMAGÈRE (1063, 1450, 1169, 1465)
